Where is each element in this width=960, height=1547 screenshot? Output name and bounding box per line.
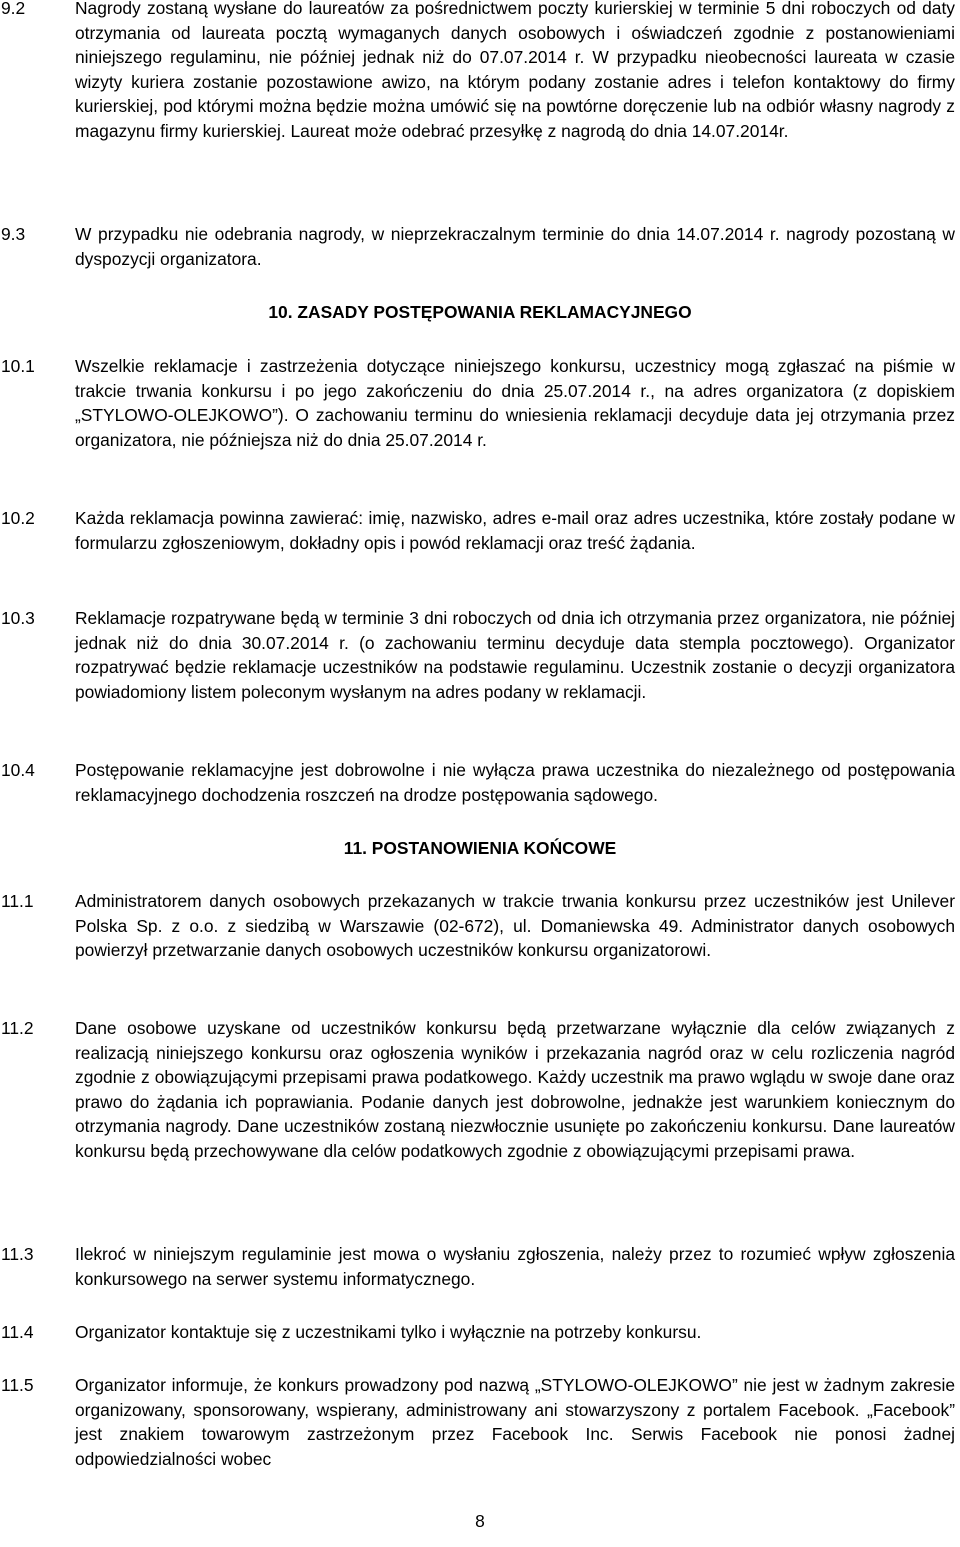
section-number: 10.2 bbox=[1, 508, 35, 528]
section-number: 10.4 bbox=[1, 760, 35, 780]
section-text: Ilekroć w niniejszym regulaminie jest mowa o wysłaniu zgłoszenia, należy przez to rozumieć wpływ zgłoszenia konkursowego na serwer systemu informatycznego. bbox=[75, 1244, 955, 1289]
section-number: 11.5 bbox=[1, 1375, 34, 1395]
section-number: 10.3 bbox=[1, 608, 35, 628]
section-text: W przypadku nie odebrania nagrody, w nieprzekraczalnym terminie do dnia 14.07.2014 r. nagrody pozostaną w dyspozycji organizatora. bbox=[75, 224, 955, 269]
section-text: Organizator kontaktuje się z uczestnikami tylko i wyłącznie na potrzeby konkursu. bbox=[75, 1322, 702, 1342]
section-number: 11.1 bbox=[1, 891, 34, 911]
section-text: Wszelkie reklamacje i zastrzeżenia dotyczące niniejszego konkursu, uczestnicy mogą zgłaszać na piśmie w trakcie trwania konkursu i po jego zakończeniu do dnia 25.07.2014 r., na adres organizatora (z dopiskiem „STYLOWO-OLEJKOWO”). O zachowaniu terminu do wniesienia reklamacji decyduje data jej otrzymania przez organizatora, nie późniejsza niż do dnia 25.07.2014 r. bbox=[75, 356, 955, 450]
section-text: Nagrody zostaną wysłane do laureatów za pośrednictwem poczty kurierskiej w terminie 5 dni roboczych od daty otrzymania od laureata pocztą wymaganych danych osobowych i oświadczeń zgodnie z postanowieniami niniejszego regulaminu, nie później jednak niż do 07.07.2014 r. W przypadku nieobecności laureata w czasie wizyty kuriera zostanie pozostawione awizo, na którym podany zostanie adres i telefon kontaktowy do firmy kurierskiej, pod którymi można będzie można umówić się na powtórne doręczenie lub na odbiór własny nagrody z magazynu firmy kurierskiej. Laureat może odebrać przesyłkę z nagrodą do dnia 14.07.2014r. bbox=[75, 0, 955, 141]
page-number: 8 bbox=[475, 1511, 485, 1531]
section-text: Reklamacje rozpatrywane będą w terminie 3 dni roboczych od dnia ich otrzymania przez organizatora, nie później jednak niż do dnia 30.07.2014 r. (o zachowaniu terminu decyduje data stempla pocztowego). Organizator rozpatrywać będzie reklamacje uczestników na podstawie regulaminu. Uczestnik zostanie o decyzji organizatora powiadomiony listem poleconym wysłanym na adres podany w reklamacji. bbox=[75, 608, 955, 702]
section-text: Dane osobowe uzyskane od uczestników konkursu będą przetwarzane wyłącznie dla celów związanych z realizacją niniejszego konkursu oraz ogłoszenia wyników i przekazania nagród oraz w celu rozliczenia nagród zgodnie z obowiązującymi przepisami prawa podatkowego. Każdy uczestnik ma prawo wglądu w swoje dane oraz prawo do żądania ich poprawiania. Podanie danych jest dobrowolne, jednakże jest warunkiem koniecznym do otrzymania nagrody. Dane uczestników zostaną niezwłocznie usunięte po zakończeniu konkursu. Dane laureatów konkursu będą przechowywane dla celów podatkowych zgodnie z obowiązującymi przepisami prawa. bbox=[75, 1018, 955, 1161]
section-number: 9.3 bbox=[1, 224, 26, 244]
section-text: Organizator informuje, że konkurs prowadzony pod nazwą „STYLOWO-OLEJKOWO” nie jest w żadnym zakresie organizowany, sponsorowany, wspierany, administrowany ani stowarzyszony z portalem Facebook. „Facebook” jest znakiem towarowym zastrzeżonym przez Facebook Inc. Serwis Facebook nie ponosi żadnej odpowiedzialności wobec bbox=[75, 1375, 955, 1469]
section-text: Administratorem danych osobowych przekazanych w trakcie trwania konkursu przez uczestników jest Unilever Polska Sp. z o.o. z siedzibą w Warszawie (02-672), ul. Domaniewska 49. Administrator danych osobowych powierzył przetwarzanie danych osobowych uczestników konkursu organizatorowi. bbox=[75, 891, 955, 960]
heading-section-11: 11. POSTANOWIENIA KOŃCOWE bbox=[343, 838, 617, 858]
section-number: 11.4 bbox=[1, 1322, 34, 1342]
section-number: 10.1 bbox=[1, 356, 35, 376]
section-number: 9.2 bbox=[1, 0, 26, 18]
section-number: 11.2 bbox=[1, 1018, 34, 1038]
section-text: Każda reklamacja powinna zawierać: imię, nazwisko, adres e-mail oraz adres uczestnika, które zostały podane w formularzu zgłoszeniowym, dokładny opis i powód reklamacji oraz treść żądania. bbox=[75, 508, 955, 553]
section-text: Postępowanie reklamacyjne jest dobrowolne i nie wyłącza prawa uczestnika do niezależnego od postępowania reklamacyjnego dochodzenia roszczeń na drodze postępowania sądowego. bbox=[75, 760, 955, 805]
heading-section-10: 10. ZASADY POSTĘPOWANIA REKLAMACYJNEGO bbox=[268, 302, 692, 322]
section-number: 11.3 bbox=[1, 1244, 34, 1264]
